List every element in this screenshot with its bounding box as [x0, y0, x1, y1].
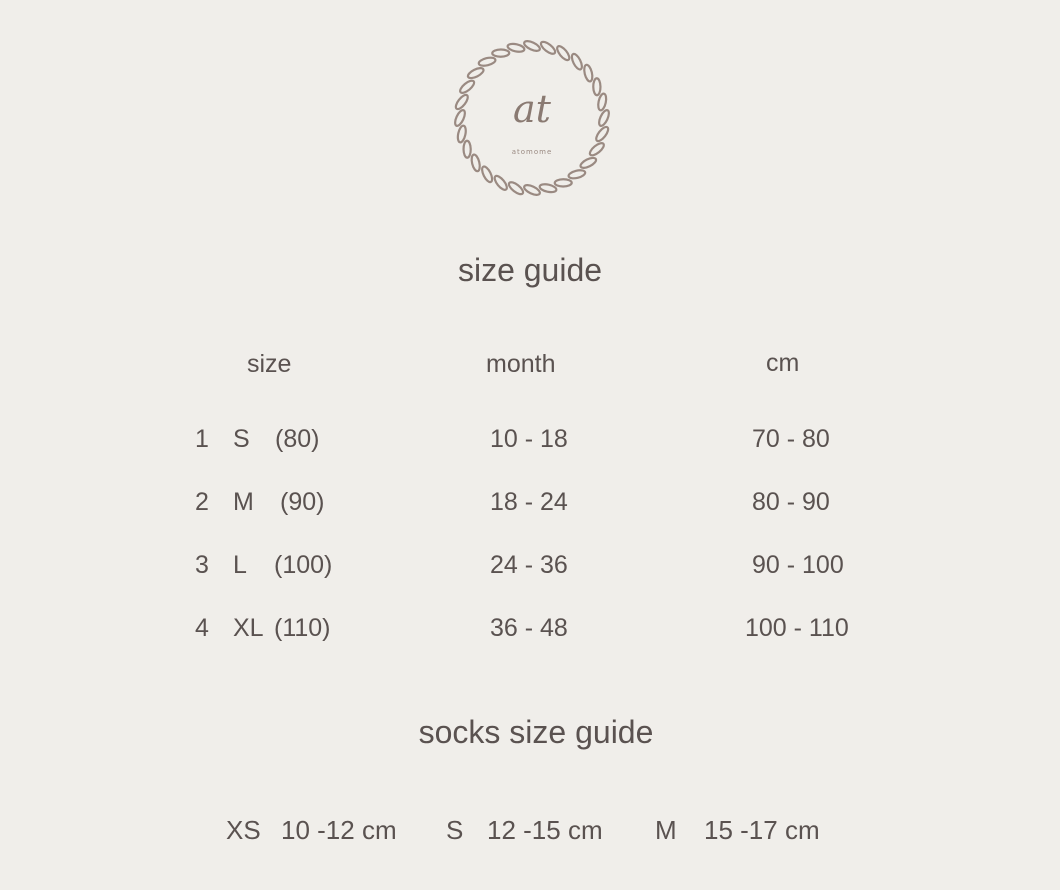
rope-twist: [570, 52, 584, 70]
rope-twist: [470, 154, 481, 172]
rope-twist: [454, 93, 470, 111]
row1-code: (80): [275, 425, 320, 453]
row4-size: XL: [233, 614, 264, 642]
rope-twist: [568, 169, 586, 180]
socks-m-size: M: [655, 815, 677, 845]
header-size: size: [247, 350, 292, 378]
socks-m-range: 15 -17 cm: [704, 815, 820, 845]
rope-twist: [523, 39, 541, 53]
socks-guide-title: socks size guide: [418, 714, 654, 750]
rope-twist: [493, 174, 509, 192]
socks-s-range: 12 -15 cm: [487, 815, 603, 845]
row4-cm: 100 - 110: [745, 614, 849, 642]
rope-twist: [480, 165, 494, 183]
header-cm: cm: [766, 349, 800, 377]
row4-num: 4: [195, 614, 209, 642]
brand-logo: [452, 38, 612, 198]
row2-month: 18 - 24: [490, 488, 568, 516]
socks-xs-range: 10 -12 cm: [281, 815, 397, 845]
rope-twist: [594, 125, 610, 143]
row1-size: S: [233, 425, 250, 453]
logo-monogram: at: [513, 87, 551, 131]
size-guide-title: size guide: [457, 252, 603, 288]
row4-code: (110): [274, 614, 331, 642]
rope-twist: [458, 79, 476, 95]
row2-cm: 80 - 90: [752, 488, 830, 516]
row4-month: 36 - 48: [490, 614, 568, 642]
row3-num: 3: [195, 551, 209, 579]
rope-twist: [583, 64, 594, 82]
logo-wordmark: atomome: [511, 148, 553, 156]
rope-twist: [555, 179, 572, 186]
row3-month: 24 - 36: [490, 551, 568, 579]
row1-cm: 70 - 80: [752, 425, 830, 453]
row3-code: (100): [274, 551, 333, 579]
rope-twist: [555, 44, 571, 62]
row2-code: (90): [280, 488, 325, 516]
header-month: month: [486, 350, 556, 378]
row3-cm: 90 - 100: [752, 551, 844, 579]
rope-twist: [453, 109, 467, 127]
rope-twist: [466, 66, 484, 80]
socks-s-size: S: [446, 815, 464, 845]
rope-twist: [492, 49, 509, 56]
rope-twist: [463, 141, 470, 158]
rope-twist: [588, 141, 606, 157]
logo-rope-wreath: [452, 38, 612, 198]
row3-size: L: [233, 551, 247, 579]
rope-twist: [579, 156, 597, 170]
rope-twist: [507, 180, 525, 196]
row2-num: 2: [195, 488, 209, 516]
row1-num: 1: [195, 425, 209, 453]
rope-twist: [478, 56, 496, 67]
rope-twist: [593, 78, 600, 95]
row1-month: 10 - 18: [490, 425, 568, 453]
socks-xs-size: XS: [226, 815, 261, 845]
row2-size: M: [233, 488, 254, 516]
rope-twist: [539, 40, 557, 56]
rope-twist: [523, 183, 541, 197]
rope-twist: [597, 109, 611, 127]
